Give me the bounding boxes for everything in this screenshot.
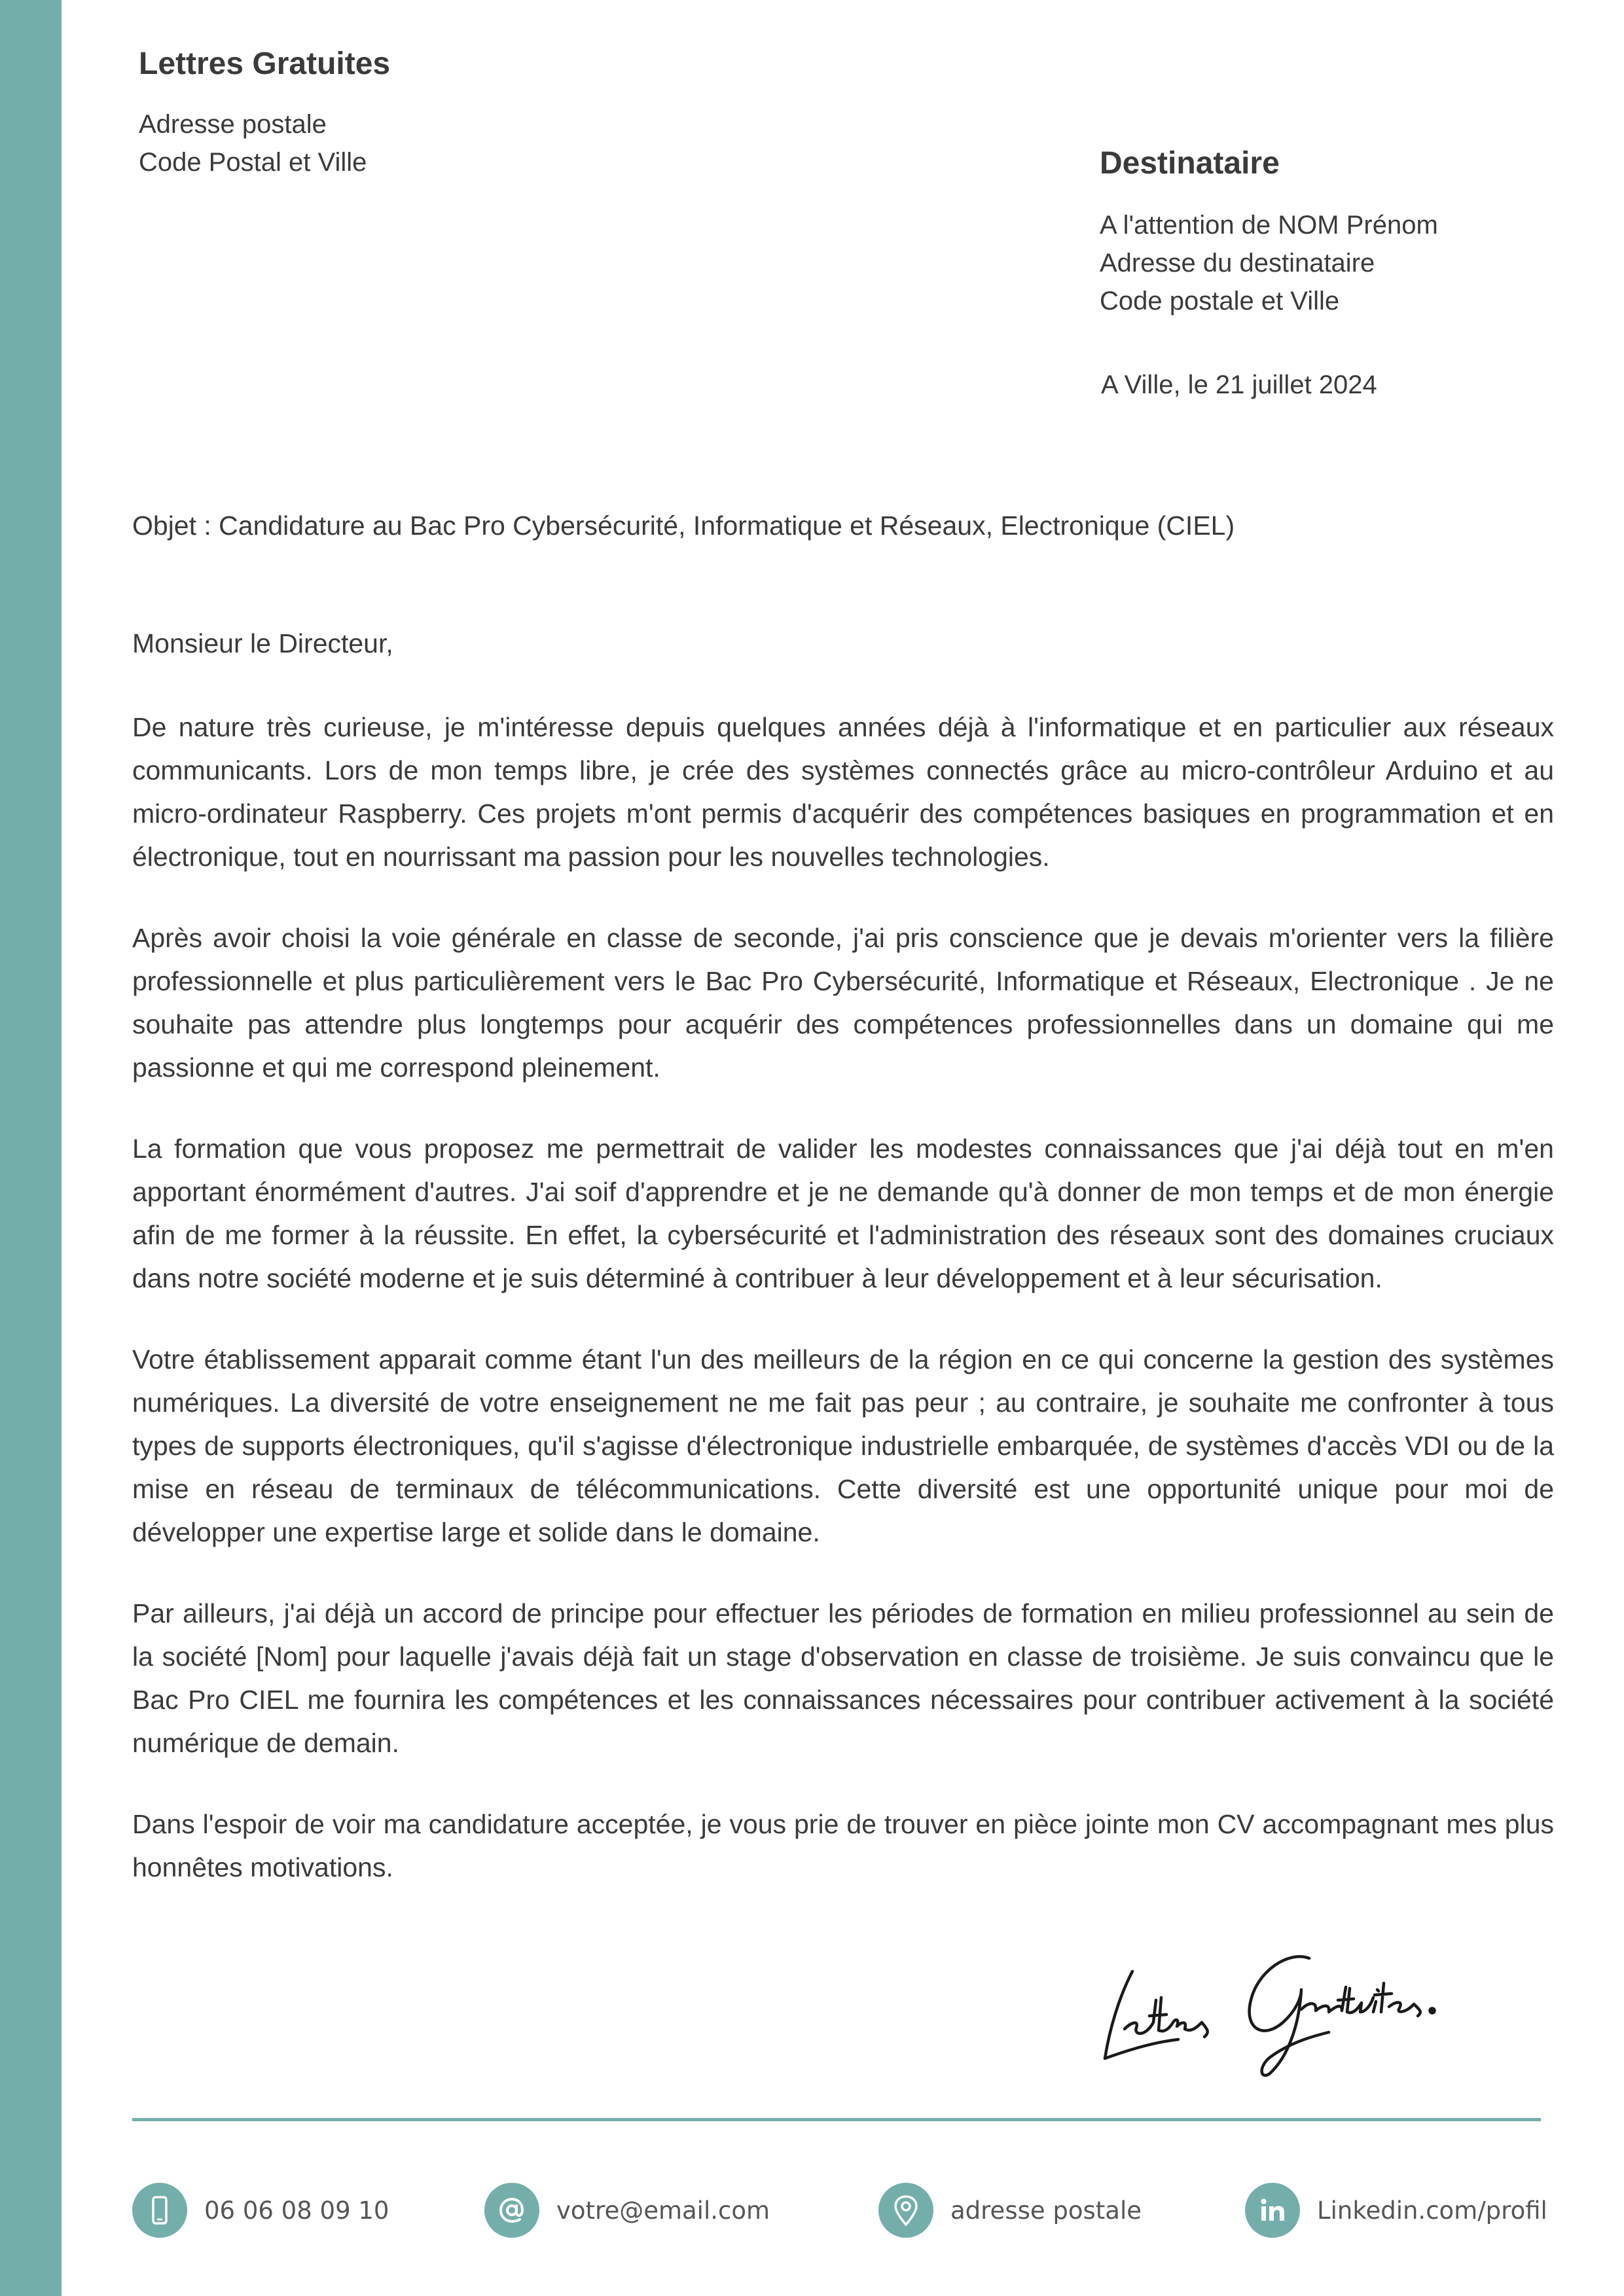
contact-phone xyxy=(132,2181,389,2240)
letter-subject: Objet : Candidature au Bac Pro Cybersécurité, Informatique et Réseaux, Electronique (CIEL) xyxy=(132,511,1235,541)
at-icon xyxy=(484,2183,539,2238)
sender-postal-city: Code Postal et Ville xyxy=(139,148,367,177)
email-address[interactable]: votre@email.com xyxy=(556,2196,770,2225)
sender-address: Adresse postale xyxy=(139,110,327,139)
footer-divider xyxy=(132,2118,1541,2121)
sender-name: Lettres Gratuites xyxy=(139,46,391,81)
location-pin-icon xyxy=(878,2183,933,2238)
letter-date: A Ville, le 21 juillet 2024 xyxy=(1101,370,1377,399)
handwritten-signature xyxy=(1093,1924,1486,2081)
paragraph-3: La formation que vous proposez me permettrait de valider les modestes connaissances que j'ai déjà tout en m'en apportant énormément d'autres. J'ai soif d'apprendre et je ne demande qu'à donner de mon temps et de mon énergie afin de me former à la réussite. En effet, la cybersécurité et l'administration des réseaux sont des domaines cruciaux dans notre société moderne et je suis déterminé à contribuer à leur développement et à leur sécurisation. xyxy=(132,1134,1554,1293)
sender-block xyxy=(139,46,390,181)
paragraph-5: Par ailleurs, j'ai déjà un accord de principe pour effectuer les périodes de formation en milieu professionnel au sein de la société [Nom] pour laquelle j'avais déjà fait un stage d'observation en classe de troisième. Je suis convaincu que le Bac Pro CIEL me fournira les compétences et les connaissances nécessaires pour contribuer activement à la société numérique de demain. xyxy=(132,1598,1554,1758)
contact-address xyxy=(878,2181,1142,2240)
recipient-title: Destinataire xyxy=(1100,146,1280,181)
contact-linkedin xyxy=(1245,2181,1547,2240)
phone-number[interactable]: 06 06 08 09 10 xyxy=(204,2196,389,2225)
postal-address: adresse postale xyxy=(950,2196,1142,2225)
paragraph-2: Après avoir choisi la voie générale en classe de seconde, j'ai pris conscience que je devais m'orienter vers la filière professionnelle et plus particulièrement vers le Bac Pro Cybersécurité, Informatique et Réseaux, Electronique . Je ne souhaite pas attendre plus longtemps pour acquérir des compétences professionnelles dans un domaine qui me passionne et qui me correspond pleinement. xyxy=(132,923,1554,1083)
linkedin-profile[interactable]: Linkedin.com/profil xyxy=(1317,2196,1547,2225)
phone-icon xyxy=(132,2183,187,2238)
paragraph-1: De nature très curieuse, je m'intéresse depuis quelques années déjà à l'informatique et en particulier aux réseaux communicants. Lors de mon temps libre, je crée des systèmes connectés grâce au micro-contrôleur Arduino et au micro-ordinateur Raspberry. Ces projets m'ont permis d'acquérir des compétences basiques en programmation et en électronique, tout en nourrissant ma passion pour les nouvelles technologies. xyxy=(132,712,1554,872)
recipient-address: Adresse du destinataire xyxy=(1100,249,1375,278)
recipient-attention: A l'attention de NOM Prénom xyxy=(1100,211,1438,240)
letter-body xyxy=(132,706,1554,1927)
linkedin-icon xyxy=(1245,2183,1300,2238)
side-bar xyxy=(0,0,62,2296)
contact-footer xyxy=(132,2181,1559,2240)
salutation: Monsieur le Directeur, xyxy=(132,628,393,658)
paragraph-6: Dans l'espoir de voir ma candidature acceptée, je vous prie de trouver en pièce jointe mon CV accompagnant mes plus honnêtes motivations. xyxy=(132,1809,1554,1882)
recipient-postal-city: Code postale et Ville xyxy=(1100,287,1340,315)
paragraph-4: Votre établissement apparait comme étant l'un des meilleurs de la région en ce qui concerne la gestion des systèmes numériques. La diversité de votre enseignement ne me fait pas peur ; au contraire, je souhaite me confronter à tous types de supports électroniques, qu'il s'agisse d'électronique industrielle embarquée, de systèmes d'accès VDI ou de la mise en réseau de terminaux de télécommunications. Cette diversité est une opportunité unique pour moi de développer une expertise large et solide dans le domaine. xyxy=(132,1344,1554,1547)
recipient-block xyxy=(1100,145,1438,320)
contact-email xyxy=(484,2181,770,2240)
